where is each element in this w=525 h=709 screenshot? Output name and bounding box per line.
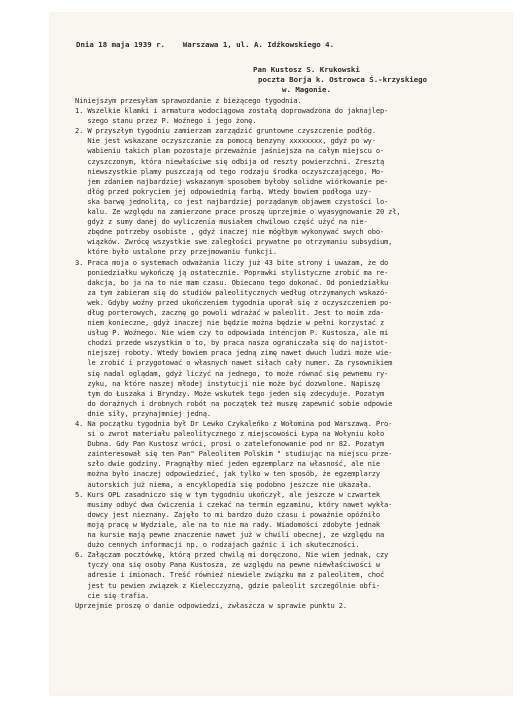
letter-line: usług P. Woźnego. Nie wiem czy to odpowiada intencjom P. Kustosza, ale mi <box>75 328 389 338</box>
letter-line: musimy odbyć dwa ćwiczenia i czekać na termin egzaminu, który nawet wykła- <box>75 499 393 509</box>
letter-line: Dubna. Gdy Pan Kustosz wróci, prosi o zatelefonowanie pod nr 82. Pozatym <box>75 439 385 449</box>
letter-line: niem konieczne, gdyż inaczej nie będzie można będzie w pełni korzystać z <box>75 318 385 328</box>
letter-line: jest tu pewien związek z Kielecczyzną, gdzie paleolit szczególnie obfi- <box>75 580 380 590</box>
letter-line: szego stanu przez P. Woźnego i jego żonę. <box>75 116 257 126</box>
letter-line: kalu. Ze względu na zamierzone prace proszę uprzejmie o wyasygnowanie 20 zł, <box>75 207 401 217</box>
letter-line: 6. Załączam pocztówkę, którą przed chwilą mi doręczono. Nie wiem jednak, czy <box>75 550 389 560</box>
letter-line: 2. W przyszłym tygodniu zamierzam zarządzić gruntowne czyszczenie podłóg. <box>75 126 376 136</box>
letter-line: do dorażnych i drobnych robót na początek też muszę zapewnić sobie odpowie <box>75 398 393 408</box>
letter-line: można było inaczej odpowiedzieć, jak tylko w ten sposób, że egzemplarzy <box>75 469 380 479</box>
letter-line: 5. Kurs OPL zasadniczo się w tym tygodniu ukończył, ale jeszcze w czwartek <box>75 489 380 499</box>
letter-body <box>75 96 510 611</box>
letter-line: 3. Praca moja o systemach odważania liczy już 43 bite strony i uważam, że do <box>75 257 389 267</box>
letter-line: gdyż z sumy danej do wyliczenia musiałem chwilowo część użyć na nie- <box>75 217 368 227</box>
letter-line: cie się trafia. <box>75 590 150 600</box>
letter-line: Nie jest wskazane oczyszczanie za pomocą benzyny xxxxxxxx, gdyż po wy- <box>75 136 376 146</box>
letter-line: zbędne potrzeby osobiste , gdyż inaczej nie mógłbym wykonywać swych obo- <box>75 227 385 237</box>
letter-line: Uprzejmie proszę o danie odpowiedzi, zwłaszcza w sprawie punktu 2. <box>75 600 347 610</box>
letter-line: moją pracę w Wydziale, ale na to nie ma rady. Wiadomości zdobyte jednak <box>75 519 380 529</box>
letter-line: dakcja, bo ja na to nie mam czasu. Obiecano tego dokonać. Od poniedziałku <box>75 277 389 287</box>
letter-line: wiązków. Zwrócę wszystkie swe zaległości prywatne po otrzymaniu subsydium, <box>75 237 393 247</box>
letter-line: dużo cennych informacji np. o rodzajach gaźnic i ich skuteczności. <box>75 540 360 550</box>
letter-line: dłóg przed pokryciem jej odpowiednią farbą. Wtedy bowiem podłoga uzy- <box>75 186 372 196</box>
letter-line: 4. Na początku tygodnia był Dr Lewko Czykaleńko z Wołomina pod Warszawą. Pro- <box>75 419 393 428</box>
date-line: Dnia 18 maja 1939 r. Warszawa 1, ul. A. Idźkowskiego 4. <box>76 40 335 49</box>
letter-line: wek. Gdyby woźny przed ukończeniem tygodnia uporał się z oczyszczeniem po- <box>75 297 393 307</box>
letter-line: poniedziałku wykończę ją ostatecznie. Poprawki stylistyczne zrobić ma re- <box>75 267 389 277</box>
letter-line: na kursie mają pewne znaczenie nawet już w chwili obecnej, ze względu na <box>75 530 385 540</box>
address-line-1: Pan Kustosz S. Krukowski <box>253 65 360 74</box>
letter-line: dług porterowych, zacznę go powoli wdrażać w paleolit. Jest to moim zda- <box>75 307 385 317</box>
letter-line: które było ustalone przy przejmowaniu funkcji. <box>75 247 277 257</box>
letter-line: zainteresował się ten Pan" Paleolitem Polskim " studiując na miejscu prze- <box>75 449 393 459</box>
letter-line: niewszystkie plamy puszczają od tego rodzaju środka oczyszczającego. Mo- <box>75 166 385 176</box>
address-line-3: w. Magonie. <box>282 85 331 94</box>
letter-line: niejszej roboty. Wtedy bowiem praca jedną zimę nawet dwuch ludzi może wie- <box>75 348 393 358</box>
letter-line: adresie i imionach. Treść również niewiele związku ma z paleolitem, choć <box>75 570 385 580</box>
letter-line: dowcy jest nieznany. Zajęło to mi bardzo dużo czasu i poważnie opóźniło <box>75 509 380 519</box>
letter-line: zyku, na które naszej młodej instytucji nie może być dozwolone. Napiszę <box>75 378 380 388</box>
letter-line: chodzi przede wszystkim o to, by praca nasza ograniczała się do najistot- <box>75 338 389 348</box>
letter-line: Niniejszym przesyłam sprawozdanie z bieżącego tygodnia. <box>75 96 302 105</box>
letter-line: szło dwie godziny. Pragnąłby mieć jeden egzemplarz na własność, ale nie <box>75 459 380 469</box>
letter-line: ska barwę jednolitą, co jest najbardziej porządanym objawem czystości lo- <box>75 196 389 206</box>
letter-line: za tym zabieram się do studiów paleolitycznych według otrzymanych wskazó- <box>75 287 389 297</box>
letter-line: wabieniu takich plam pozostaje przeważnie jaśniejsza na całym miejscu o- <box>75 146 385 156</box>
letter-line: autorskich już niema, a encyklopedia się podobno jeszcze nie ukazała. <box>75 479 372 489</box>
letter-line: dnie siły, przynajmniej jedną. <box>75 408 211 418</box>
letter-line: tyczy ona się osoby Pana Kustosza, ze względu na pewne niewłaściwości w <box>75 560 380 570</box>
letter-line: tym do Łuszaka i Bryndzy. Może wskutek tego jeden się zdecyduje. Pozatym <box>75 388 385 398</box>
letter-line: 1. Wszelkie klamki i armatura wodociągowa zostałą doprowadzona do jaknajlep- <box>75 106 389 116</box>
address-line-2: poczta Borja k. Ostrowca Ś.-krzyskiego <box>258 75 428 84</box>
letter-line: czyszczonym, która niewłaściwe się odbija od reszty powierzchni. Zresztą <box>75 156 385 166</box>
letter-line: jem zdaniem najbardziej wskazanym sposobem byłoby solidne wiórkowanie pe- <box>75 176 389 186</box>
letter-line: się nadal oglądam, gdyż liczyć na jednego, to może równać się pewnemu ry- <box>75 368 389 378</box>
letter-line: le zrobić i przygotować o własnych nawet siłach cały numer. Za rysownikiem <box>75 358 393 368</box>
letter-line: si o zwrot materiału paleolitycznego z miejscowości Łypa na Wołyniu koło <box>75 429 385 439</box>
